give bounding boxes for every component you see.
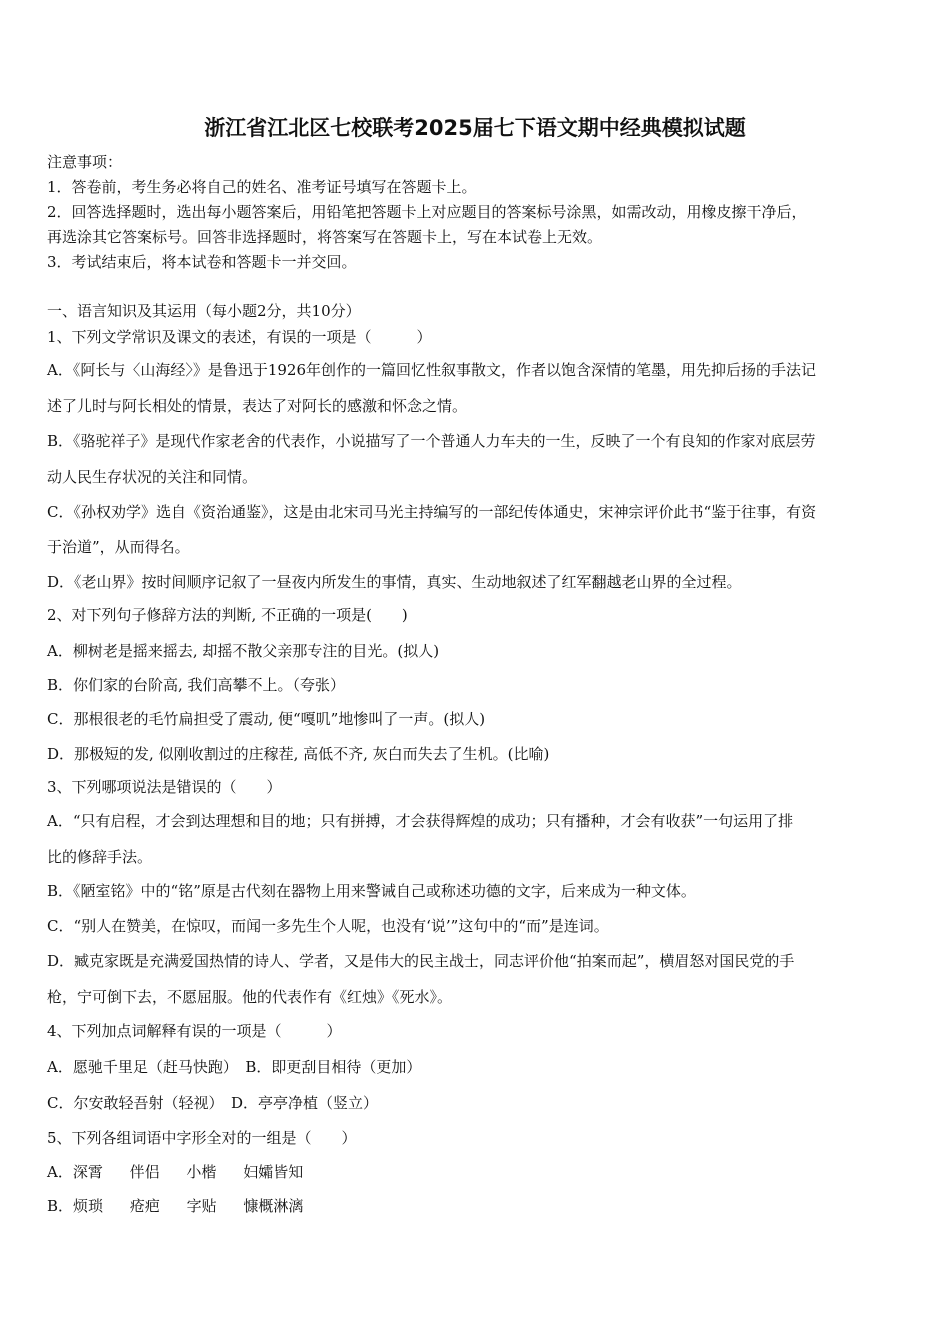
question-option: C．“别人在赞美，在惊叹，而闻一多先生个人呢，也没有‘说’”这句中的“而”是连词。: [47, 917, 609, 935]
question-option: 述了儿时与阿长相处的情景，表达了对阿长的感激和怀念之情。: [47, 397, 468, 415]
question-option: C．那根很老的毛竹扁担受了震动, 便“嘎叽”地惨叫了一声。(拟人): [47, 710, 486, 728]
question-option: D．那极短的发, 似刚收割过的庄稼茬, 高低不齐, 灰白而失去了生机。(比喻): [47, 745, 550, 763]
question-option: C．《孙权劝学》选自《资治通鉴》，这是由北宋司马光主持编写的一部纪传体通史，宋神宗评价此书“鉴于往事，有资: [47, 503, 817, 521]
notice-line: 再选涂其它答案标号。回答非选择题时，将答案写在答题卡上，写在本试卷上无效。: [47, 228, 603, 246]
option-word: 妇孀皆知: [243, 1163, 304, 1181]
notice-line: 2．回答选择题时，选出每小题答案后，用铅笔把答题卡上对应题目的答案标号涂黑，如需改动，用橡皮擦干净后，: [47, 203, 807, 221]
question-option: B．《陋室铭》中的“铭”原是古代刻在器物上用来警诫自己或称述功德的文字，后来成为一种文体。: [47, 882, 696, 900]
option-word: 慷概淋漓: [243, 1197, 304, 1215]
question-stem: 2、对下列句子修辞方法的判断, 不正确的一项是( ): [47, 606, 408, 624]
question-option: A．“只有启程，才会到达理想和目的地；只有拼搏，才会获得辉煌的成功；只有播种，才会有收获”一句运用了排: [47, 812, 794, 830]
question-stem: 3、下列哪项说法是错误的（ ）: [47, 778, 282, 796]
question-stem: 5、下列各组词语中字形全对的一组是（ ）: [47, 1129, 357, 1147]
notice-line: 1．答卷前，考生务必将自己的姓名、准考证号填写在答题卡上。: [47, 178, 477, 196]
question-option: D．《老山界》按时间顺序记叙了一昼夜内所发生的事情，真实、生动地叙述了红军翻越老山界的全过程。: [47, 573, 742, 591]
question-option: [47, 1196, 303, 1216]
notice-heading: 注意事项：: [47, 153, 123, 171]
question-option: A．《阿长与〈山海经〉》是鲁迅于1926年创作的一篇回忆性叙事散文，作者以饱含深情的笔墨，用先抑后扬的手法记: [47, 361, 817, 379]
question-option: B．你们家的台阶高, 我们高攀不上。（夸张）: [47, 676, 346, 694]
question-option: [47, 1162, 303, 1182]
option-word: 疮疤: [129, 1197, 160, 1215]
notice-line: 3．考试结束后，将本试卷和答题卡一并交回。: [47, 253, 357, 271]
question-option: 比的修辞手法。: [47, 848, 153, 866]
option-word: 字贴: [186, 1197, 217, 1215]
question-stem: 1、下列文学常识及课文的表述，有误的一项是（ ）: [47, 328, 432, 346]
section-heading: 一、语言知识及其运用（每小题2分，共10分）: [47, 302, 361, 320]
question-option: 枪，宁可倒下去，不愿屈服。他的代表作有《红烛》《死水》。: [47, 988, 453, 1006]
option-word: 伴侣: [129, 1163, 160, 1181]
question-option: A．柳树老是摇来摇去, 却摇不散父亲那专注的目光。(拟人): [47, 642, 440, 660]
option-label: A．深霄: [47, 1163, 103, 1181]
question-option: A．愿驰千里足（赶马快跑） B．即更刮目相待（更加）: [47, 1058, 422, 1076]
question-option: B．《骆驼祥子》是现代作家老舍的代表作，小说描写了一个普通人力车夫的一生，反映了一个有良知的作家对底层劳: [47, 432, 816, 450]
question-option: C．尔安敢轻吾射（轻视） D．亭亭净植（竖立）: [47, 1094, 379, 1112]
option-label: B．烦琐: [47, 1197, 104, 1215]
option-word: 小楷: [186, 1163, 217, 1181]
question-option: D．臧克家既是充满爱国热情的诗人、学者，又是伟大的民主战士，同志评价他“拍案而起”，横眉怒对国民党的手: [47, 952, 795, 970]
page-title: 浙江省江北区七校联考2025届七下语文期中经典模拟试题: [204, 116, 746, 140]
question-option: 动人民生存状况的关注和同情。: [47, 468, 258, 486]
question-stem: 4、下列加点词解释有误的一项是（ ）: [47, 1022, 342, 1040]
question-option: 于治道”，从而得名。: [47, 538, 190, 556]
